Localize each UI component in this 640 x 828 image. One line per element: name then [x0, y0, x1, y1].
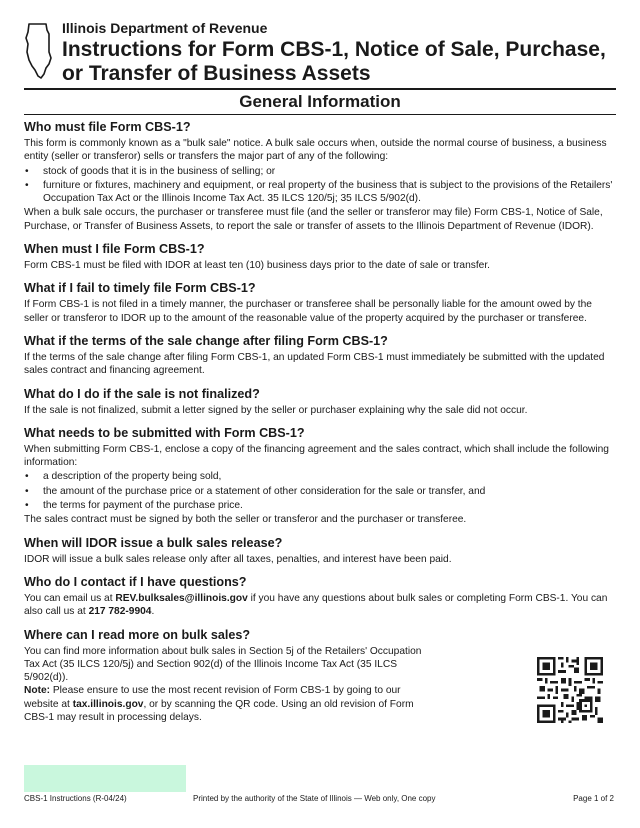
- section-text: IDOR will issue a bulk sales release only after all taxes, penalties, and interest have been paid.: [24, 553, 452, 565]
- list-item: • the amount of the purchase price or a statement of other consideration for the sale or transfer, and: [24, 485, 616, 498]
- bullet-list: [24, 165, 616, 206]
- section-contact: [24, 575, 616, 619]
- section-text: This form is commonly known as a "bulk sale" notice. A bulk sale occurs when, outside the normal course of business, a business entity (seller or transferor) sells or transfers the major part of any of the following:: [24, 138, 607, 163]
- header-divider: [24, 88, 616, 90]
- contact-text: You can email us at: [24, 592, 116, 604]
- section-text: The sales contract must be signed by both the seller or transferor and the purchaser or transferee.: [24, 514, 467, 526]
- page-title: [62, 38, 622, 86]
- section-heading: Where can I read more on bulk sales?: [24, 627, 251, 642]
- contact-text: if you have any questions about bulk sales or completing Form CBS-1. You can also call us at: [24, 592, 608, 618]
- section-title: General Information: [239, 92, 401, 111]
- section-heading: Who must file Form CBS-1?: [24, 120, 191, 134]
- section-read-more: [24, 628, 616, 725]
- contact-text: .: [151, 606, 155, 618]
- email-address[interactable]: REV.bulksales@illinois.gov: [115, 592, 248, 604]
- form-revision-id: CBS-1 Instructions (R-04/24): [24, 794, 127, 803]
- section-not-finalized: [24, 387, 616, 417]
- section-text: Form CBS-1 must be filed with IDOR at least ten (10) business days prior to the date of sale or transfer.: [24, 260, 490, 272]
- list-item: • furniture or fixtures, machinery and equipment, or real property of the business that is subject to the provisions of the Retailers' Occupation Tax Act or the Illinois Income Tax Act. 35 ILCS 120/5j; 35 ILCS 5/902(d).: [24, 179, 616, 206]
- list-item: • a description of the property being sold,: [24, 470, 616, 483]
- highlight-box: [24, 765, 186, 792]
- section-text: If Form CBS-1 is not filed in a timely manner, the purchaser or transferee shall be personally liable for the amount owed by the seller or transferor to IDOR up to the amount of the reasonable value of the property acquired by the purchaser or transferee.: [24, 299, 592, 324]
- section-terms-change: [24, 334, 616, 378]
- website-link[interactable]: tax.illinois.gov: [72, 698, 144, 710]
- illinois-state-outline-icon: [24, 22, 54, 80]
- section-text: You can find more information about bulk sales in Section 5j of the Retailers' Occupation Tax Act (35 ILCS 120/5j) and Section 902(d) of the Illinois Income Tax Act (35 ILCS 5/902(d)).: [24, 645, 422, 684]
- section-heading: When will IDOR issue a bulk sales release?: [24, 535, 283, 550]
- phone-number[interactable]: 217 782-9904: [88, 606, 152, 618]
- note-body: Please ensure to use the most recent revision of Form CBS-1 by going to our website at: [24, 685, 401, 710]
- section-heading: What needs to be submitted with Form CBS-1?: [24, 425, 305, 440]
- section-text: [24, 592, 616, 619]
- note-label: Note:: [24, 685, 51, 697]
- list-item: • the terms for payment of the purchase price.: [24, 499, 616, 512]
- printing-authority: Printed by the authority of the State of Illinois — Web only, One copy: [193, 794, 436, 803]
- section-bulk-release: [24, 536, 616, 566]
- department-name: Illinois Department of Revenue: [62, 20, 268, 36]
- page-number: Page 1 of 2: [573, 794, 614, 803]
- section-text: When a bulk sale occurs, the purchaser or transferee must file (and the seller or transferor may file) Form CBS-1, Notice of Sale, Purchase, or Transfer of Business Assets, to report the sale or transfer of assets to the Illinois Department of Revenue (IDOR).: [24, 207, 603, 232]
- section-heading: When must I file Form CBS-1?: [24, 242, 205, 257]
- instructions-body: [24, 120, 616, 733]
- note-body: , or by scanning the QR code. Using an old revision of Form CBS-1 may result in processing delays.: [24, 698, 414, 724]
- section-divider: [24, 114, 616, 115]
- note-text: [24, 684, 424, 724]
- section-text: If the sale is not finalized, submit a letter signed by the seller or purchaser explaining why the sale did not occur.: [24, 404, 528, 416]
- section-what-to-submit: [24, 426, 616, 527]
- section-when-file: [24, 242, 616, 272]
- title-line-1: Instructions for Form CBS-1, Notice of Sale, Purchase,: [62, 38, 606, 61]
- section-heading: What do I do if the sale is not finalized?: [24, 386, 260, 401]
- section-text: When submitting Form CBS-1, enclose a copy of the financing agreement and the sales contract, which shall include the following information:: [24, 443, 609, 469]
- section-heading: What if the terms of the sale change after filing Form CBS-1?: [24, 333, 388, 348]
- bullet-list: [24, 470, 616, 512]
- section-who-must-file: [24, 120, 616, 233]
- section-text: If the terms of the sale change after filing Form CBS-1, an updated Form CBS-1 must immediately be submitted with the updated sales contract and financing agreement.: [24, 351, 605, 377]
- section-fail-to-file: [24, 281, 616, 325]
- list-item: • stock of goods that it is in the business of selling; or: [24, 165, 616, 178]
- qr-code-icon[interactable]: [537, 657, 603, 723]
- section-heading: What if I fail to timely file Form CBS-1?: [24, 281, 256, 296]
- section-heading: Who do I contact if I have questions?: [24, 574, 247, 589]
- title-line-2: or Transfer of Business Assets: [62, 62, 371, 85]
